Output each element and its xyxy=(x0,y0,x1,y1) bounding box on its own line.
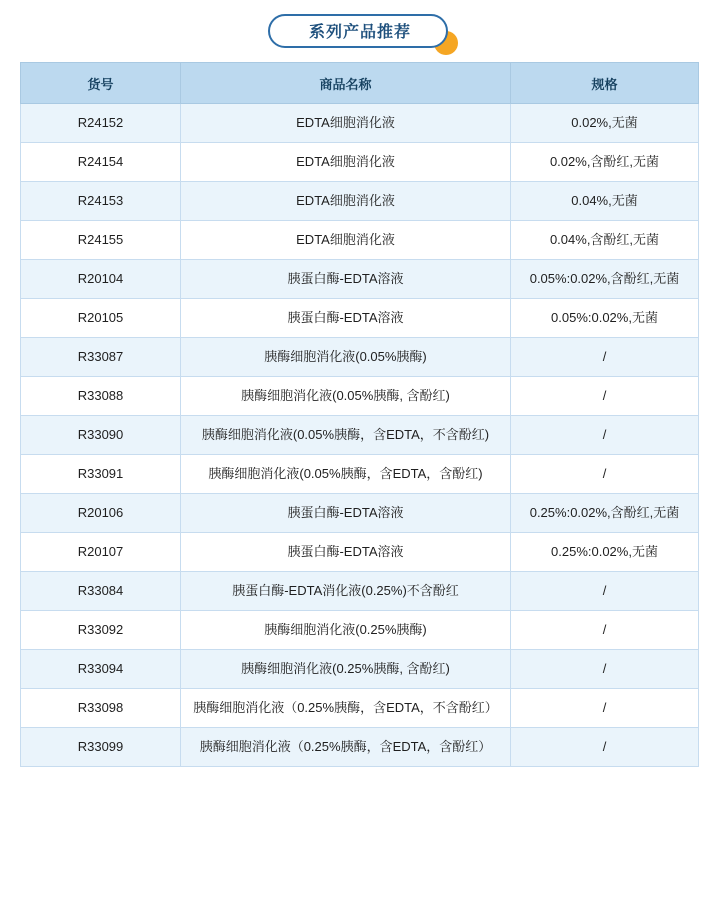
table-row xyxy=(21,494,699,533)
table-row xyxy=(21,455,699,494)
cell-product-code: R24152 xyxy=(21,104,181,143)
cell-product-name: EDTA细胞消化液 xyxy=(181,104,511,143)
cell-product-code: R33088 xyxy=(21,377,181,416)
cell-product-spec: 0.25%:0.02%,含酚红,无菌 xyxy=(511,494,699,533)
cell-product-code: R33099 xyxy=(21,728,181,767)
cell-product-code: R33087 xyxy=(21,338,181,377)
page-title-pill xyxy=(268,14,448,48)
cell-product-spec: 0.02%,无菌 xyxy=(511,104,699,143)
cell-product-name: EDTA细胞消化液 xyxy=(181,143,511,182)
table-row xyxy=(21,182,699,221)
column-header-code: 货号 xyxy=(21,63,181,104)
cell-product-spec: 0.02%,含酚红,无菌 xyxy=(511,143,699,182)
cell-product-code: R24154 xyxy=(21,143,181,182)
table-row xyxy=(21,611,699,650)
cell-product-code: R33090 xyxy=(21,416,181,455)
cell-product-code: R20107 xyxy=(21,533,181,572)
cell-product-spec: / xyxy=(511,611,699,650)
cell-product-name: EDTA细胞消化液 xyxy=(181,221,511,260)
cell-product-name: 胰酶细胞消化液(0.05%胰酶) xyxy=(181,338,511,377)
page-header xyxy=(0,0,719,62)
cell-product-name: EDTA细胞消化液 xyxy=(181,182,511,221)
table-row xyxy=(21,416,699,455)
table-row xyxy=(21,650,699,689)
column-header-name: 商品名称 xyxy=(181,63,511,104)
cell-product-spec: / xyxy=(511,689,699,728)
cell-product-name: 胰酶细胞消化液(0.05%胰酶, 含酚红) xyxy=(181,377,511,416)
table-row xyxy=(21,377,699,416)
cell-product-name: 胰蛋白酶-EDTA消化液(0.25%)不含酚红 xyxy=(181,572,511,611)
cell-product-code: R24153 xyxy=(21,182,181,221)
table-row xyxy=(21,338,699,377)
cell-product-spec: / xyxy=(511,728,699,767)
cell-product-code: R20105 xyxy=(21,299,181,338)
product-table xyxy=(20,62,699,767)
cell-product-name: 胰蛋白酶-EDTA溶液 xyxy=(181,533,511,572)
cell-product-code: R33084 xyxy=(21,572,181,611)
column-header-spec: 规格 xyxy=(511,63,699,104)
table-row xyxy=(21,299,699,338)
cell-product-code: R20104 xyxy=(21,260,181,299)
cell-product-spec: / xyxy=(511,455,699,494)
cell-product-name: 胰酶细胞消化液(0.05%胰酶，含EDTA，不含酚红) xyxy=(181,416,511,455)
cell-product-code: R33094 xyxy=(21,650,181,689)
table-row xyxy=(21,689,699,728)
table-body xyxy=(21,104,699,767)
cell-product-name: 胰蛋白酶-EDTA溶液 xyxy=(181,494,511,533)
cell-product-name: 胰酶细胞消化液(0.05%胰酶，含EDTA，含酚红) xyxy=(181,455,511,494)
cell-product-name: 胰酶细胞消化液(0.25%胰酶) xyxy=(181,611,511,650)
cell-product-spec: 0.04%,无菌 xyxy=(511,182,699,221)
cell-product-code: R24155 xyxy=(21,221,181,260)
table-row xyxy=(21,143,699,182)
cell-product-spec: 0.04%,含酚红,无菌 xyxy=(511,221,699,260)
table-row xyxy=(21,728,699,767)
cell-product-name: 胰酶细胞消化液（0.25%胰酶，含EDTA，不含酚红） xyxy=(181,689,511,728)
page-title: 系列产品推荐 xyxy=(308,24,411,41)
cell-product-name: 胰蛋白酶-EDTA溶液 xyxy=(181,299,511,338)
table-row xyxy=(21,533,699,572)
cell-product-name: 胰酶细胞消化液（0.25%胰酶，含EDTA，含酚红） xyxy=(181,728,511,767)
cell-product-code: R33091 xyxy=(21,455,181,494)
table-row xyxy=(21,104,699,143)
table-header-row xyxy=(21,63,699,104)
cell-product-spec: 0.05%:0.02%,无菌 xyxy=(511,299,699,338)
cell-product-spec: 0.25%:0.02%,无菌 xyxy=(511,533,699,572)
cell-product-spec: / xyxy=(511,338,699,377)
table-row xyxy=(21,572,699,611)
table-row xyxy=(21,260,699,299)
cell-product-spec: 0.05%:0.02%,含酚红,无菌 xyxy=(511,260,699,299)
table-row xyxy=(21,221,699,260)
cell-product-name: 胰蛋白酶-EDTA溶液 xyxy=(181,260,511,299)
cell-product-code: R33092 xyxy=(21,611,181,650)
cell-product-code: R33098 xyxy=(21,689,181,728)
cell-product-code: R20106 xyxy=(21,494,181,533)
cell-product-spec: / xyxy=(511,416,699,455)
cell-product-spec: / xyxy=(511,650,699,689)
cell-product-name: 胰酶细胞消化液(0.25%胰酶, 含酚红) xyxy=(181,650,511,689)
cell-product-spec: / xyxy=(511,572,699,611)
cell-product-spec: / xyxy=(511,377,699,416)
